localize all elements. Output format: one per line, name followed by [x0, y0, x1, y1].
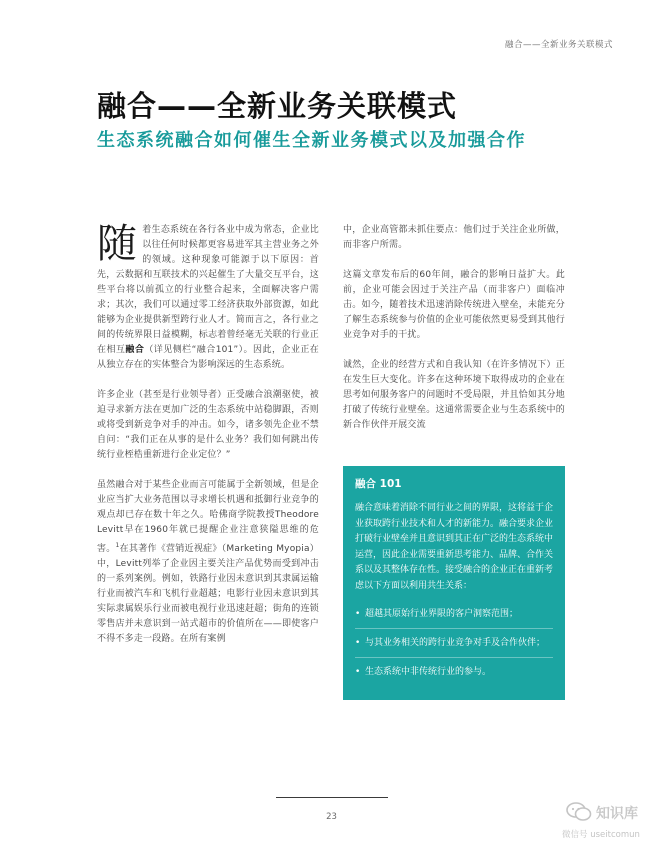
list-item	[355, 658, 553, 686]
footer-divider	[276, 797, 388, 798]
sidebar-body: 融合意味着消除不同行业之间的界限，这将益于企业获取跨行业技术和人才的新能力。融合要求企业打破行业壁垒并且意识到其正在广泛的生态系统中运营，因此企业需要重新思考能力、品牌、合作关系以及其整体存在性。接受融合的企业正在重新考虑以下方面以利用共生关系：	[355, 503, 554, 591]
watermark	[560, 800, 660, 848]
term-convergence: 融合	[125, 345, 145, 355]
paragraph-text: 在其著作《营销近视症》（Marketing Myopia）中，Levitt列举了企业因主要关注产品优势而受到冲击的一系列案例。例如，铁路行业因未意识到其隶属运输行业而被汽车和飞机行业超越；电影行业因未意识到其实际隶属娱乐行业而被电视行业迅速赶超；街角的连锁零售店并未意识到一站式超市的价值所在——即使客户不得不多走一段路。在所有案例	[97, 544, 319, 644]
page-subtitle: 生态系统融合如何催生全新业务模式以及加强合作	[97, 130, 526, 151]
left-column	[97, 223, 319, 647]
sidebar-title: 融合 101	[355, 478, 402, 490]
paragraph	[97, 478, 319, 647]
paragraph-text: 着生态系统在各行各业中成为常态，企业比以往任何时候都更容易进军其主营业务之外的领域。这种现象可能源于以下原因：首先，云数据和互联技术的兴起催生了大量交互平台，这些平台将以前孤立的行业整合起来，全面解决客户需求；其次，我们可以通过零工经济获取外部资源，如此能够为企业提供新型跨行业人才。简而言之，各行业之间的传统界限日益模糊，标志着曾经毫无关联的行业正在相互	[97, 225, 319, 355]
running-header: 融合——全新业务关联模式	[504, 40, 613, 50]
paragraph-text: 虽然融合对于某些企业而言可能属于全新领域，但是企业应当扩大业务范围以寻求增长机遇和抵御行业竞争的观点却已存在数十年之久。哈佛商学院教授Theodore Levitt早在1960年就已提醒企业注意狭隘思维的危害。	[97, 480, 319, 554]
bullet-icon: •	[355, 638, 361, 648]
page-number: 23	[326, 812, 337, 822]
paragraph: 许多企业（甚至是行业领导者）正受融合浪潮驱使，被迫寻求新方法在更加广泛的生态系统中站稳脚跟，否则或将受到新竞争对手的冲击。如今，诸多领先企业不禁自问：“我们正在从事的是什么业务？我们如何跳出传统行业桎梏重新进行企业定位？”	[97, 390, 319, 460]
page-title: 融合——全新业务关联模式	[97, 89, 458, 123]
paragraph: 诚然，企业的经营方式和自我认知（在许多情况下）正在发生巨大变化。许多在这种环境下取得成功的企业在思考如何服务客户的问题时不受局限，并且恰如其分地打破了传统行业壁垒。这通常需要企业与生态系统中的新合作伙伴开展交流	[343, 360, 565, 430]
list-item-text: 与其业务相关的跨行业竞争对手及合作伙伴；	[365, 638, 546, 648]
right-column	[343, 223, 565, 433]
paragraph: 这篇文章发布后的60年间，融合的影响日益扩大。此前，企业可能会因过于关注产品（而非客户）面临冲击。如今，随着技术迅速消除传统进入壁垒，未能充分了解生态系统参与价值的企业可能依然更易受到其他行业竞争对手的干扰。	[343, 270, 565, 340]
list-item	[355, 629, 553, 658]
paragraph: 中，企业高管都未抓住要点：他们过于关注企业所做，而非客户所需。	[343, 225, 565, 250]
bullet-icon: •	[355, 609, 361, 619]
sidebar-list	[355, 600, 553, 686]
paragraph-text: （详见侧栏“融合101”）。因此，企业正在从独立存在的实体整合为影响深远的生态系统。	[97, 345, 319, 370]
wechat-icon	[566, 802, 592, 822]
sidebar-box	[343, 466, 565, 700]
footnote-reference: 1	[115, 542, 120, 549]
list-item-text: 超越其原始行业界限的客户洞察范围；	[365, 609, 519, 619]
drop-cap: 随	[97, 221, 138, 267]
watermark-brand: 知识库	[596, 806, 638, 822]
watermark-account: 微信号 useitcomun	[562, 830, 640, 840]
bullet-icon: •	[355, 667, 361, 677]
list-item	[355, 600, 553, 629]
paragraph	[97, 223, 319, 373]
list-item-text: 生态系统中非传统行业的参与。	[365, 667, 492, 677]
